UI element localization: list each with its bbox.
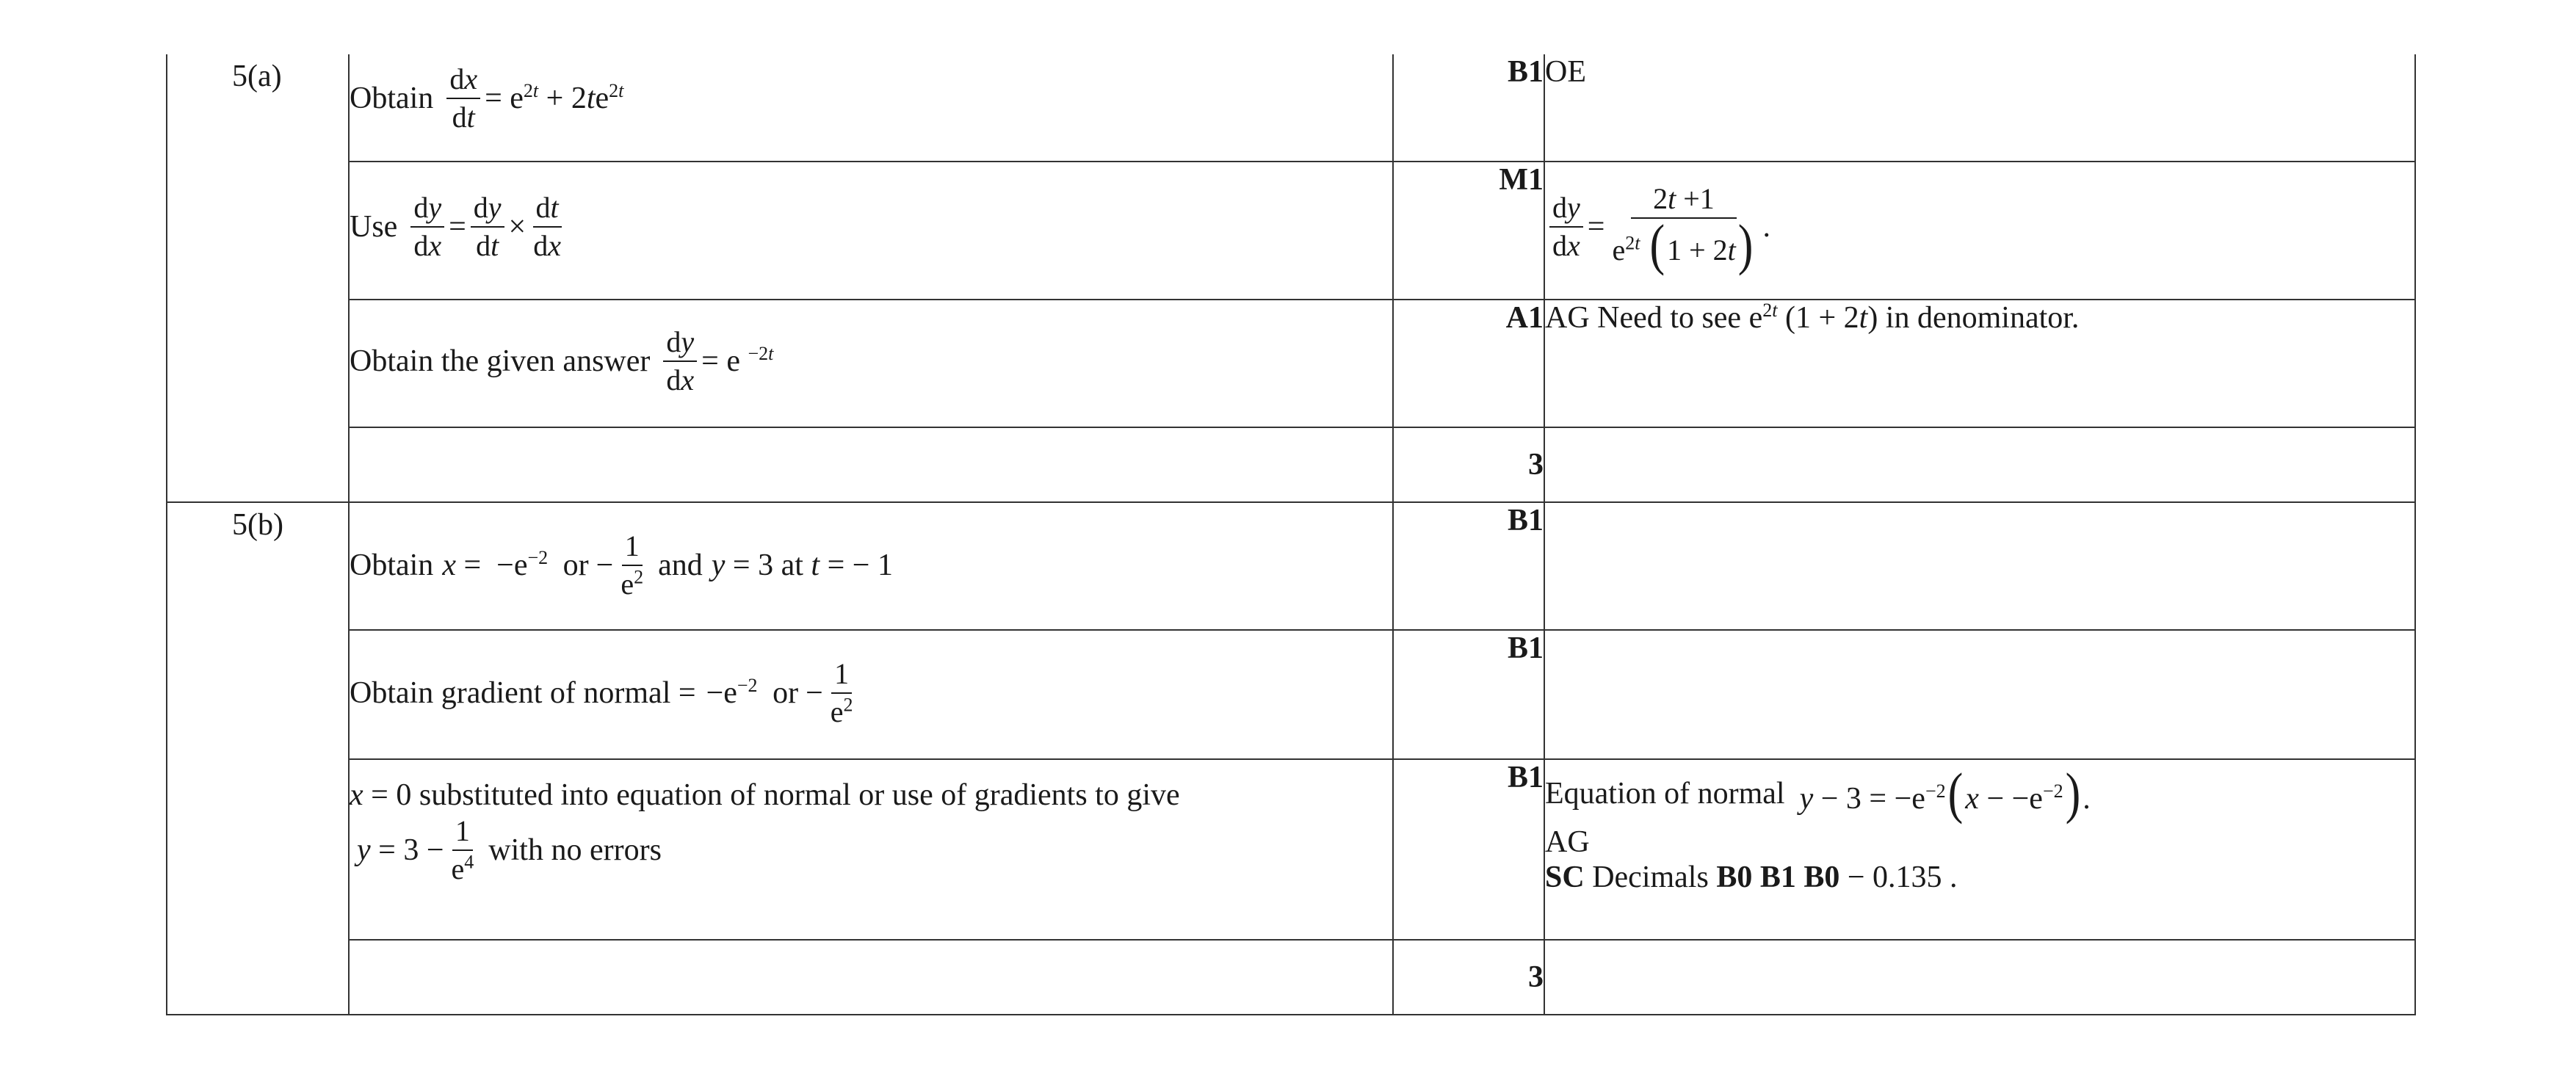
table-row	[167, 427, 2415, 502]
table-row	[167, 300, 2415, 427]
answer-cell	[349, 300, 1393, 427]
fraction-1-over-e2: $\frac{1}{e^2}$	[621, 529, 644, 601]
and-text: and	[658, 548, 703, 582]
fraction-guidance: $\frac{2t +1}{e^{2t} (1 + 2t)}$	[1612, 182, 1754, 277]
math-expression: = $e^{2t} + 2te^{2t}$	[485, 80, 624, 115]
math-expression: y = 3 at t = − 1	[711, 548, 893, 582]
answer-prefix: Obtain	[350, 81, 434, 115]
answer-text: x = 0 substituted into equation of normal or use of gradients to give	[350, 778, 1180, 812]
guidance-ag: AG	[1545, 825, 1590, 859]
or-text: or	[773, 676, 799, 710]
guidance-sc-line	[1545, 860, 2414, 895]
guidance-text: AG Need to see $e^{2t}$ (1 + 2t) in denominator.	[1545, 300, 2080, 335]
fraction-dx-dt: $\frac{dx}{dt}$	[446, 64, 480, 133]
answer-line	[350, 816, 1392, 885]
guidance-expression: $\frac{dy}{dx}$ = $\frac{2t +1}{e^{2t} (1 + 2t)}$ .	[1545, 162, 2414, 291]
table-row	[167, 162, 2415, 300]
guidance-cell	[1544, 300, 2415, 427]
answer-cell	[349, 502, 1393, 630]
answer-cell	[349, 630, 1393, 759]
math-expression: $-e^{-2}$	[706, 675, 758, 710]
guidance-cell	[1544, 502, 2415, 630]
mark-cell: B1	[1393, 502, 1544, 630]
answer-prefix: Obtain the given answer	[350, 344, 651, 378]
table-row	[167, 54, 2415, 162]
question-number: 5(b)	[232, 508, 283, 542]
mark-cell: A1	[1393, 300, 1544, 427]
table-row	[167, 502, 2415, 630]
guidance-cell	[1544, 630, 2415, 759]
total-mark-cell: 3	[1393, 427, 1544, 502]
mark-cell: B1	[1393, 54, 1544, 162]
answer-prefix: Obtain	[350, 548, 434, 582]
minus-sign: −	[806, 676, 823, 710]
answer-prefix: Use	[350, 210, 398, 244]
guidance-cell	[1544, 940, 2415, 1015]
total-mark-cell: 3	[1393, 940, 1544, 1015]
math-expression: = e $^{-2t}$	[701, 343, 774, 378]
question-number: 5(a)	[232, 59, 282, 93]
answer-cell	[349, 759, 1393, 940]
question-cell-5b	[167, 502, 349, 1015]
guidance-cell	[1544, 759, 2415, 940]
answer-suffix: with no errors	[488, 833, 662, 867]
guidance-line	[1545, 761, 2414, 825]
mark-cell: M1	[1393, 162, 1544, 300]
answer-line	[350, 503, 1392, 628]
mark-cell: B1	[1393, 630, 1544, 759]
fraction-dy-dx: $\frac{dy}{dx}$	[410, 192, 444, 261]
question-cell-5a	[167, 54, 349, 502]
math-expression: $y - 3 = -e^{-2}(x - -e^{-2})$.	[1799, 761, 2091, 825]
sc-value: − 0.135 .	[1847, 860, 1958, 894]
fraction-1-over-e2: $\frac{1}{e^2}$	[830, 657, 853, 728]
table-row	[167, 940, 2415, 1015]
sc-text: Decimals	[1592, 860, 1709, 894]
answer-cell	[349, 162, 1393, 300]
answer-line	[350, 54, 1392, 142]
answer-cell	[349, 427, 1393, 502]
sc-marks: B0 B1 B0	[1716, 860, 1840, 894]
mark-scheme-table	[166, 54, 2416, 1015]
math-expression: $x = -e^{-2}$	[442, 547, 549, 582]
answer-cell	[349, 54, 1393, 162]
answer-prefix: Obtain gradient of normal =	[350, 676, 696, 710]
sc-label: SC	[1545, 860, 1585, 894]
fraction-dt-dx: $\frac{dt}{dx}$	[533, 191, 561, 262]
guidance-cell: OE	[1544, 54, 2415, 162]
guidance-cell	[1544, 162, 2415, 300]
minus-sign: −	[596, 548, 614, 582]
table-row	[167, 630, 2415, 759]
table-row	[167, 759, 2415, 940]
or-text: or	[562, 548, 589, 582]
answer-line	[350, 300, 1392, 422]
fraction-1-over-e4: $\frac{1}{e^4}$	[451, 814, 474, 885]
fraction-dy-dt: $\frac{dy}{dt}$	[471, 192, 504, 261]
answer-cell	[349, 940, 1393, 1015]
mark-cell: B1	[1393, 759, 1544, 940]
math-expression: y = 3 −	[357, 833, 444, 867]
answer-line: Use $\frac{dy}{dx}$ = $\frac{dy}{dt}$ × $\frac{dt}{dx}$	[350, 162, 1392, 291]
fraction-dy-dx: $\frac{dy}{dx}$	[663, 327, 697, 396]
fraction-dy-dx: $\frac{dy}{dx}$	[1549, 192, 1583, 261]
guidance-cell	[1544, 427, 2415, 502]
guidance-text: Equation of normal	[1545, 777, 1785, 811]
answer-line	[350, 631, 1392, 755]
